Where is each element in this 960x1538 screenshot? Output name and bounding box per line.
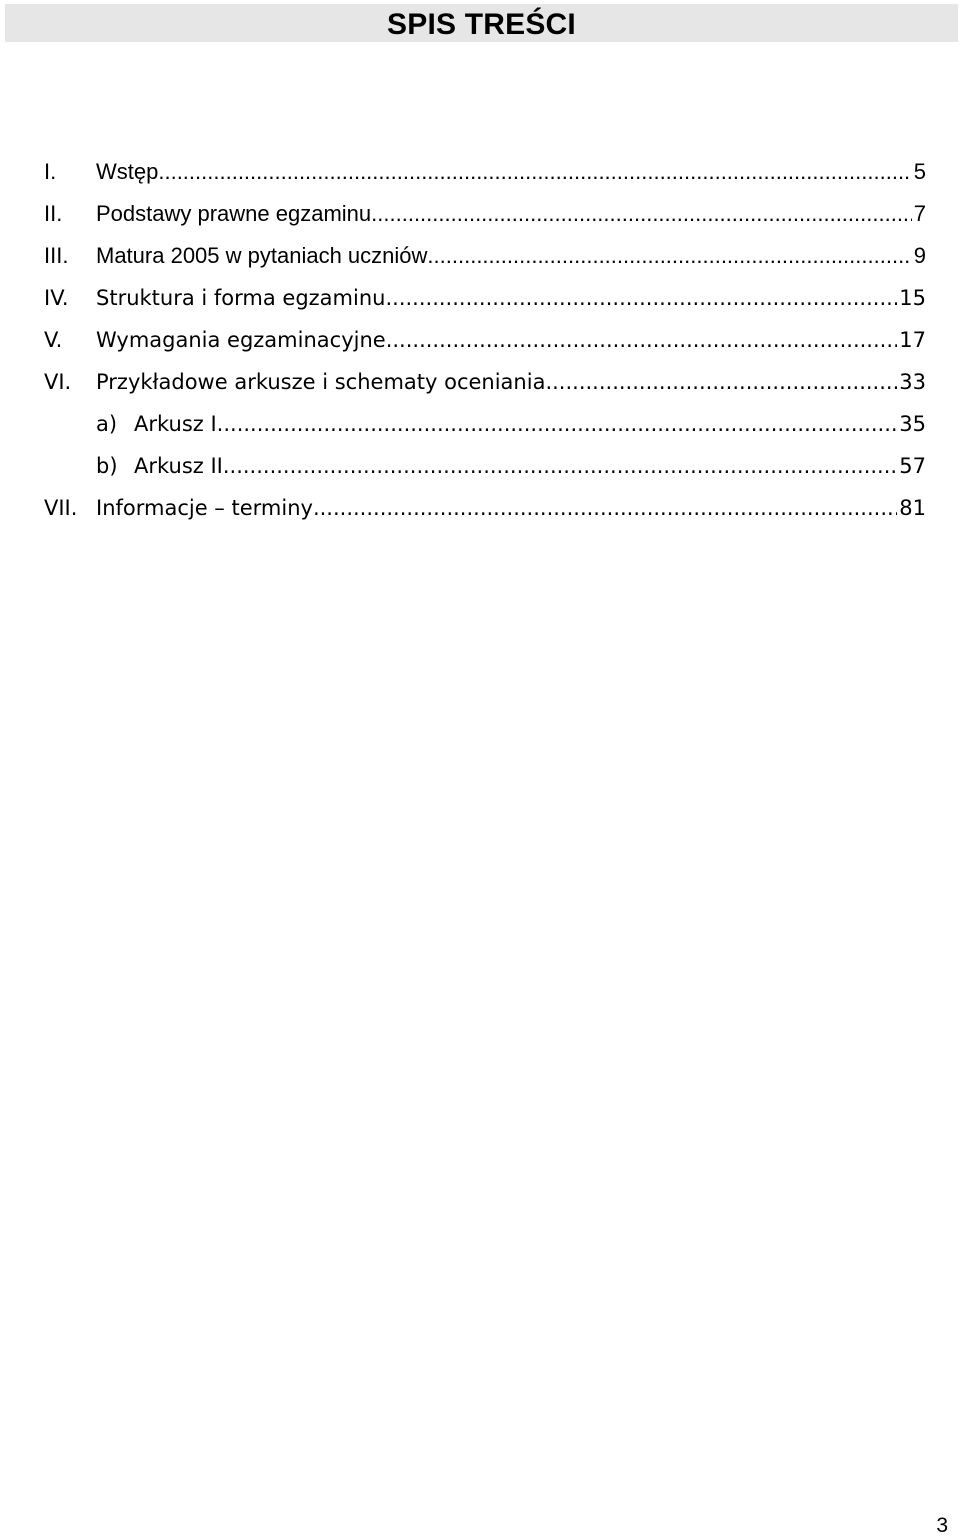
toc-leader-dots — [313, 496, 897, 520]
toc-leader-dots — [385, 286, 897, 310]
toc-leader-dots — [371, 201, 912, 227]
toc-entry[interactable] — [44, 319, 926, 361]
toc-subentry-letter: b) — [96, 454, 118, 478]
toc-leader-dots — [545, 370, 897, 394]
page-title: SPIS TREŚCI — [387, 8, 576, 41]
toc-entry-label: Przykładowe arkusze i schematy oceniania — [96, 370, 546, 394]
page-number: 3 — [936, 1514, 948, 1537]
toc-entry-page: 9 — [913, 243, 926, 268]
toc-leader-dots — [386, 328, 898, 352]
toc-leader-dots — [223, 454, 897, 478]
toc-entry-number: I. — [44, 159, 57, 184]
toc-subentry-label: Arkusz I — [134, 412, 217, 436]
toc-subentry-letter: a) — [96, 412, 118, 436]
toc-entry-label: Informacje – terminy — [96, 496, 313, 520]
toc-leader-dots — [217, 412, 898, 436]
toc-subentry[interactable] — [44, 445, 926, 487]
toc-entry-label: Wymagania egzaminacyjne — [96, 328, 386, 352]
toc-entry-number: V. — [44, 328, 63, 352]
toc-entry[interactable] — [44, 277, 926, 319]
table-of-contents — [44, 151, 926, 529]
toc-leader-dots — [158, 159, 911, 185]
toc-entry-number: III. — [44, 243, 69, 268]
toc-entry-number: VI. — [44, 370, 72, 394]
toc-entry-number: IV. — [44, 286, 69, 310]
toc-entry-page: 17 — [899, 328, 926, 352]
toc-entry[interactable] — [44, 151, 926, 193]
toc-subentry-page: 57 — [899, 454, 926, 478]
toc-entry[interactable] — [44, 487, 926, 529]
toc-entry-number: VII. — [44, 496, 78, 520]
toc-subentry-page: 35 — [899, 412, 926, 436]
toc-entry-label: Matura 2005 w pytaniach uczniów — [96, 243, 428, 268]
toc-entry-page: 5 — [913, 159, 926, 184]
toc-entry-number: II. — [44, 201, 63, 226]
toc-entry[interactable] — [44, 193, 926, 235]
toc-entry[interactable] — [44, 235, 926, 277]
toc-subentry[interactable] — [44, 403, 926, 445]
toc-entry-page: 81 — [899, 496, 926, 520]
title-bar — [5, 4, 958, 42]
toc-entry-page: 15 — [899, 286, 926, 310]
toc-entry-page: 33 — [899, 370, 926, 394]
toc-entry[interactable] — [44, 361, 926, 403]
toc-subentry-label: Arkusz II — [134, 454, 223, 478]
toc-entry-page: 7 — [913, 201, 926, 226]
toc-leader-dots — [427, 243, 911, 269]
toc-entry-label: Podstawy prawne egzaminu — [96, 201, 372, 226]
toc-entry-label: Struktura i forma egzaminu — [96, 286, 386, 310]
toc-entry-label: Wstęp — [96, 159, 159, 184]
